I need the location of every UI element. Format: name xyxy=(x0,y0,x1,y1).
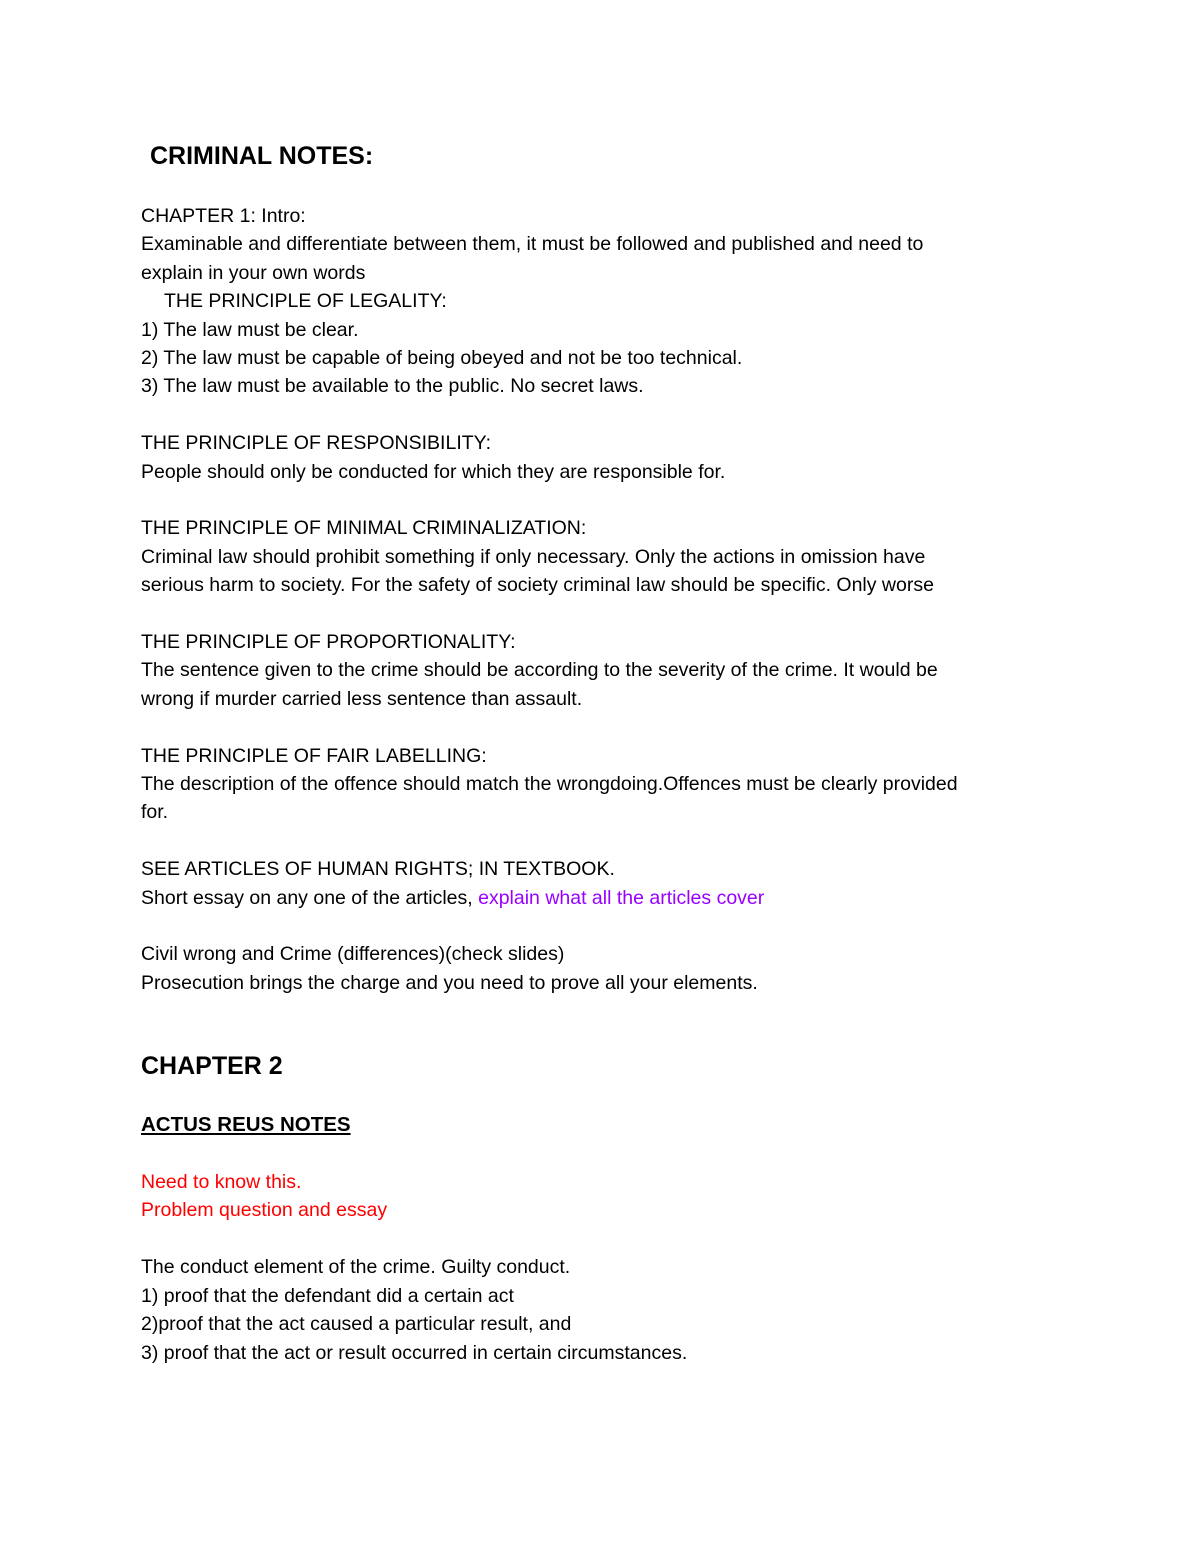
human-rights-heading: SEE ARTICLES OF HUMAN RIGHTS; IN TEXTBOOK. xyxy=(141,858,615,881)
chapter-1-intro-line: explain in your own words xyxy=(141,261,366,284)
proportionality-heading: THE PRINCIPLE OF PROPORTIONALITY: xyxy=(141,631,516,654)
prosecution-text: Prosecution brings the charge and you need to prove all your elements. xyxy=(141,971,758,994)
spacer xyxy=(141,1225,1061,1253)
minimal-criminalization-heading: THE PRINCIPLE OF MINIMAL CRIMINALIZATION: xyxy=(141,517,587,540)
responsibility-heading: THE PRINCIPLE OF RESPONSIBILITY: xyxy=(141,432,492,455)
spacer xyxy=(141,827,1061,855)
actus-reus-intro: The conduct element of the crime. Guilty conduct. xyxy=(141,1256,571,1279)
fair-labelling-text: for. xyxy=(141,801,169,824)
actus-reus-item: 3) proof that the act or result occurred in certain circumstances. xyxy=(141,1341,688,1364)
essay-prefix: Short essay on any one of the articles, xyxy=(141,886,479,909)
chapter-1-intro-line: Examinable and differentiate between them, it must be followed and published and need to xyxy=(141,233,924,256)
proportionality-text: The sentence given to the crime should be according to the severity of the crime. It would be xyxy=(141,659,938,682)
actus-reus-item: 1) proof that the defendant did a certain act xyxy=(141,1284,514,1307)
spacer xyxy=(141,486,1061,514)
fair-labelling-text: The description of the offence should match the wrongdoing.Offences must be clearly provided xyxy=(141,773,958,796)
actus-reus-heading: ACTUS REUS NOTES xyxy=(141,1113,351,1137)
spacer xyxy=(141,713,1061,741)
spacer xyxy=(141,401,1061,429)
proportionality-text: wrong if murder carried less sentence than assault. xyxy=(141,687,583,710)
fair-labelling-heading: THE PRINCIPLE OF FAIR LABELLING: xyxy=(141,744,487,767)
document-title: CRIMINAL NOTES: xyxy=(150,142,374,170)
actus-reus-item: 2)proof that the act caused a particular result, and xyxy=(141,1313,572,1336)
essay-highlight: explain what all the articles cover xyxy=(478,886,765,909)
legality-item: 1) The law must be clear. xyxy=(141,318,359,341)
spacer xyxy=(141,912,1061,940)
chapter-1-heading: CHAPTER 1: Intro: xyxy=(141,205,306,227)
responsibility-text: People should only be conducted for which they are responsible for. xyxy=(141,460,726,483)
document-page xyxy=(141,138,1061,1367)
civil-wrong-text: Civil wrong and Crime (differences)(check slides) xyxy=(141,943,565,966)
minimal-criminalization-text: Criminal law should prohibit something if only necessary. Only the actions in omission have xyxy=(141,545,926,568)
minimal-criminalization-text: serious harm to society. For the safety of society criminal law should be specific. Only worse xyxy=(141,574,934,597)
exam-note: Problem question and essay xyxy=(141,1199,388,1222)
human-rights-essay-line xyxy=(141,884,1061,912)
spacer xyxy=(141,600,1061,628)
chapter-2-heading: CHAPTER 2 xyxy=(141,1052,283,1081)
legality-item: 2) The law must be capable of being obeyed and not be too technical. xyxy=(141,347,743,370)
legality-heading: THE PRINCIPLE OF LEGALITY: xyxy=(164,290,447,313)
legality-item: 3) The law must be available to the public. No secret laws. xyxy=(141,375,644,398)
chapter-2-section xyxy=(141,1049,1061,1367)
chapter-1-section xyxy=(141,202,1061,997)
exam-note: Need to know this. xyxy=(141,1171,302,1194)
